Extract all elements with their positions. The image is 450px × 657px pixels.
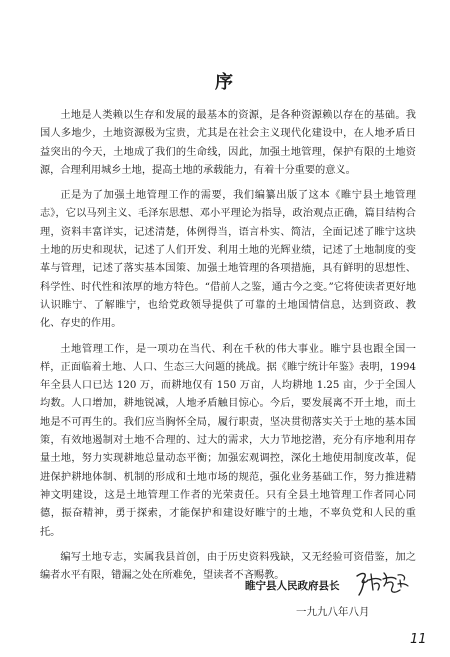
preface-body <box>40 107 416 592</box>
signature-org: 睢宁县人民政府县长 <box>245 580 340 592</box>
paragraph-1: 土地是人类赖以生存和发展的最基本的资源，是各种资源赖以存在的基础。我国人多地少，土地资源极为宝贵，尤其是在社会主义现代化建设中，在人地矛盾日益突出的今天，土地成了我们的生命线，因此，加强土地管理，保护有限的土地资源，合理利用城乡土地，提高土地的承载能力，有着十分重要的意义。 <box>40 110 416 176</box>
handwritten-signature <box>354 568 410 598</box>
page-title: 序 <box>215 72 235 93</box>
paragraph-4: 编写土地专志，实属我县首创，由于历史资料残缺，又无经验可资借鉴，加之编者水平有限，错漏之处在所难免，望读者不吝赐教。 <box>40 551 416 582</box>
paragraph-3: 土地管理工作，是一项功在当代、利在千秋的伟大事业。睢宁县也跟全国一样，正面临着土地、人口、生态三大问题的挑战。据《睢宁统计年鉴》表明，1994 年全县人口已达 120 万，而耕地仅有 150 万亩，人均耕地 1.25 亩，少于全国人均数。人口增加，耕地锐减，人地矛盾触目惊心。今后，要发展离不开土地，而土地是不可再生的。我们应当胸怀全局，履行职责，坚决贯彻落实关于土地的基本国策，有效地遏制对土地不合理的、过大的需求，大力节地挖潜，充分有序地利用存量土地，努力实现耕地总量动态平衡；加强宏观调控，深化土地使用制度改革，促进保护耕地体制、机制的形成和土地市场的规范，强化业务基础工作，努力推进精神文明建设，这是土地管理工作者的光荣责任。只有全县土地管理工作者同心同德，振奋精神，勇于探索，才能保护和建设好睢宁的土地，不辜负党和人民的重托。 <box>40 343 416 538</box>
signature-date: 一九九八年八月 <box>296 606 370 618</box>
page-number: 11 <box>410 632 427 647</box>
paragraph-2: 正是为了加强土地管理工作的需要，我们编纂出版了这本《睢宁县土地管理志》，它以马列主义、毛泽东思想、邓小平理论为指导，政治观点正确，篇目结构合理，资料丰富详实，记述清楚，体例得当，语言朴实、简洁，全面记述了睢宁这块土地的历史和现状，记述了人们开发、利用土地的光辉业绩，记述了土地制度的变革与管理，记述了落实基本国策、加强土地管理的各项措施，具有鲜明的思想性、科学性、时代性和浓厚的地方特色。“借前人之鉴，通古今之变。”它将使读者更好地认识睢宁、了解睢宁，也给党政领导提供了可靠的土地国情信息，达到资政、教化、存史的作用。 <box>40 190 416 330</box>
